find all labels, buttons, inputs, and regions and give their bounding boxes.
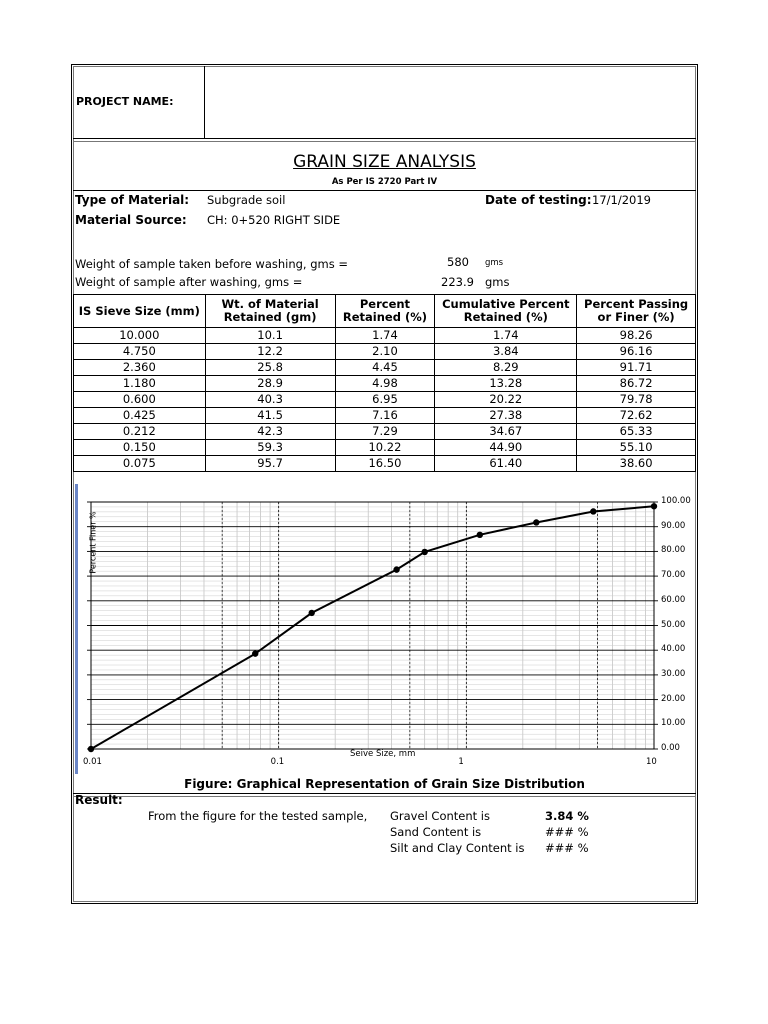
- table-cell: 12.2: [205, 344, 335, 360]
- y-tick-label: 60.00: [661, 594, 686, 605]
- table-cell: 1.74: [435, 328, 577, 344]
- table-cell: 28.9: [205, 376, 335, 392]
- table-cell: 65.33: [577, 424, 696, 440]
- data-point: [421, 549, 427, 555]
- x-tick-label: 0.01: [83, 757, 102, 767]
- row-divider: [73, 796, 696, 797]
- table-cell: 10.000: [74, 328, 206, 344]
- table-cell: 4.98: [335, 376, 435, 392]
- result-intro: From the figure for the tested sample,: [148, 809, 368, 823]
- table-cell: 44.90: [435, 440, 577, 456]
- material-source-value: CH: 0+520 RIGHT SIDE: [207, 213, 341, 227]
- grain-size-chart: [73, 482, 696, 774]
- x-tick-label: 1: [458, 757, 464, 767]
- table-cell: 6.95: [335, 392, 435, 408]
- table-cell: 8.29: [435, 360, 577, 376]
- sand-label: Sand Content is: [390, 825, 482, 839]
- column-header: Percent Passing or Finer (%): [577, 295, 696, 328]
- x-tick-label: 0.1: [270, 757, 285, 767]
- table-cell: 10.1: [205, 328, 335, 344]
- table-cell: 2.10: [335, 344, 435, 360]
- sand-value: ### %: [545, 825, 589, 839]
- table-row: [74, 328, 696, 344]
- data-point: [309, 610, 315, 616]
- page-subtitle: As Per IS 2720 Part IV: [331, 177, 438, 187]
- data-point: [393, 566, 399, 572]
- weight-after-label: Weight of sample after washing, gms =: [75, 275, 303, 289]
- chart-left-accent: [75, 484, 78, 774]
- gradation-curve: [91, 506, 654, 749]
- chart-points: [88, 503, 657, 752]
- table-cell: 98.26: [577, 328, 696, 344]
- data-point: [477, 532, 483, 538]
- table-cell: 79.78: [577, 392, 696, 408]
- weight-after-unit: gms: [485, 275, 510, 289]
- table-row: [74, 344, 696, 360]
- row-divider: [73, 138, 696, 139]
- material-source-label: Material Source:: [75, 213, 187, 227]
- table-row: [74, 440, 696, 456]
- table-row: [74, 360, 696, 376]
- data-point: [88, 746, 94, 752]
- data-point: [590, 508, 596, 514]
- table-row: [74, 376, 696, 392]
- y-tick-label: 50.00: [661, 619, 686, 630]
- y-tick-label: 90.00: [661, 520, 686, 531]
- table-cell: 10.22: [335, 440, 435, 456]
- column-header: Wt. of Material Retained (gm): [205, 295, 335, 328]
- table-cell: 72.62: [577, 408, 696, 424]
- table-cell: 25.8: [205, 360, 335, 376]
- table-cell: 40.3: [205, 392, 335, 408]
- data-point: [651, 503, 657, 509]
- table-cell: 41.5: [205, 408, 335, 424]
- table-cell: 4.45: [335, 360, 435, 376]
- chart-major-grid: [91, 502, 654, 749]
- y-tick-label: 80.00: [661, 545, 686, 556]
- table-cell: 42.3: [205, 424, 335, 440]
- table-cell: 3.84: [435, 344, 577, 360]
- y-axis-label: Percent Finer %: [88, 511, 98, 574]
- table-cell: 0.150: [74, 440, 206, 456]
- weight-after-value: 223.9: [441, 275, 474, 289]
- table-cell: 7.29: [335, 424, 435, 440]
- x-tick-label: 10: [646, 757, 657, 767]
- material-type-label: Type of Material:: [75, 193, 190, 207]
- y-tick-label: 10.00: [661, 718, 686, 729]
- silt-label: Silt and Clay Content is: [390, 841, 525, 855]
- column-header: IS Sieve Size (mm): [74, 295, 206, 328]
- table-cell: 91.71: [577, 360, 696, 376]
- date-label: Date of testing:: [485, 193, 592, 207]
- weight-before-value: 580: [447, 255, 469, 269]
- table-header-row: [74, 295, 696, 328]
- table-cell: 16.50: [335, 456, 435, 472]
- column-header: Cumulative Percent Retained (%): [435, 295, 577, 328]
- date-value: 17/1/2019: [592, 193, 651, 207]
- y-tick-label: 70.00: [661, 570, 686, 581]
- table-cell: 0.600: [74, 392, 206, 408]
- data-point: [533, 519, 539, 525]
- table-row: [74, 456, 696, 472]
- table-cell: 1.180: [74, 376, 206, 392]
- table-row: [74, 392, 696, 408]
- table-cell: 34.67: [435, 424, 577, 440]
- table-cell: 59.3: [205, 440, 335, 456]
- y-tick-label: 30.00: [661, 668, 686, 679]
- table-cell: 27.38: [435, 408, 577, 424]
- table-cell: 2.360: [74, 360, 206, 376]
- table-cell: 4.750: [74, 344, 206, 360]
- project-name-label: PROJECT NAME:: [76, 95, 174, 108]
- y-tick-label: 100.00: [661, 496, 691, 506]
- y-tick-label: 0.00: [661, 743, 680, 753]
- table-cell: 96.16: [577, 344, 696, 360]
- table-cell: 38.60: [577, 456, 696, 472]
- table-cell: 0.212: [74, 424, 206, 440]
- project-divider: [204, 66, 205, 138]
- y-tick-label: 40.00: [661, 644, 686, 655]
- table-cell: 0.075: [74, 456, 206, 472]
- row-divider: [73, 190, 696, 191]
- x-axis-label: Seive Size, mm: [350, 749, 416, 759]
- table-row: [74, 424, 696, 440]
- y-tick-label: 20.00: [661, 693, 686, 704]
- material-type-value: Subgrade soil: [207, 193, 286, 207]
- weight-before-label: Weight of sample taken before washing, gms =: [75, 257, 349, 271]
- table-cell: 86.72: [577, 376, 696, 392]
- data-point: [252, 650, 258, 656]
- sieve-table: [73, 294, 696, 472]
- chart-caption: Figure: Graphical Representation of Grain Size Distribution: [184, 777, 585, 791]
- table-cell: 13.28: [435, 376, 577, 392]
- gravel-value: 3.84 %: [545, 809, 589, 823]
- row-divider: [73, 141, 696, 142]
- table-cell: 7.16: [335, 408, 435, 424]
- table-cell: 61.40: [435, 456, 577, 472]
- gravel-label: Gravel Content is: [390, 809, 490, 823]
- page-title: GRAIN SIZE ANALYSIS: [293, 152, 476, 172]
- table-cell: 20.22: [435, 392, 577, 408]
- table-cell: 1.74: [335, 328, 435, 344]
- row-divider: [73, 793, 696, 794]
- table-cell: 95.7: [205, 456, 335, 472]
- column-header: Percent Retained (%): [335, 295, 435, 328]
- silt-value: ### %: [545, 841, 589, 855]
- weight-before-unit: gms: [485, 258, 504, 268]
- y-axis-label-wrap: [86, 500, 100, 590]
- result-label: Result:: [75, 793, 123, 807]
- table-row: [74, 408, 696, 424]
- table-cell: 55.10: [577, 440, 696, 456]
- table-cell: 0.425: [74, 408, 206, 424]
